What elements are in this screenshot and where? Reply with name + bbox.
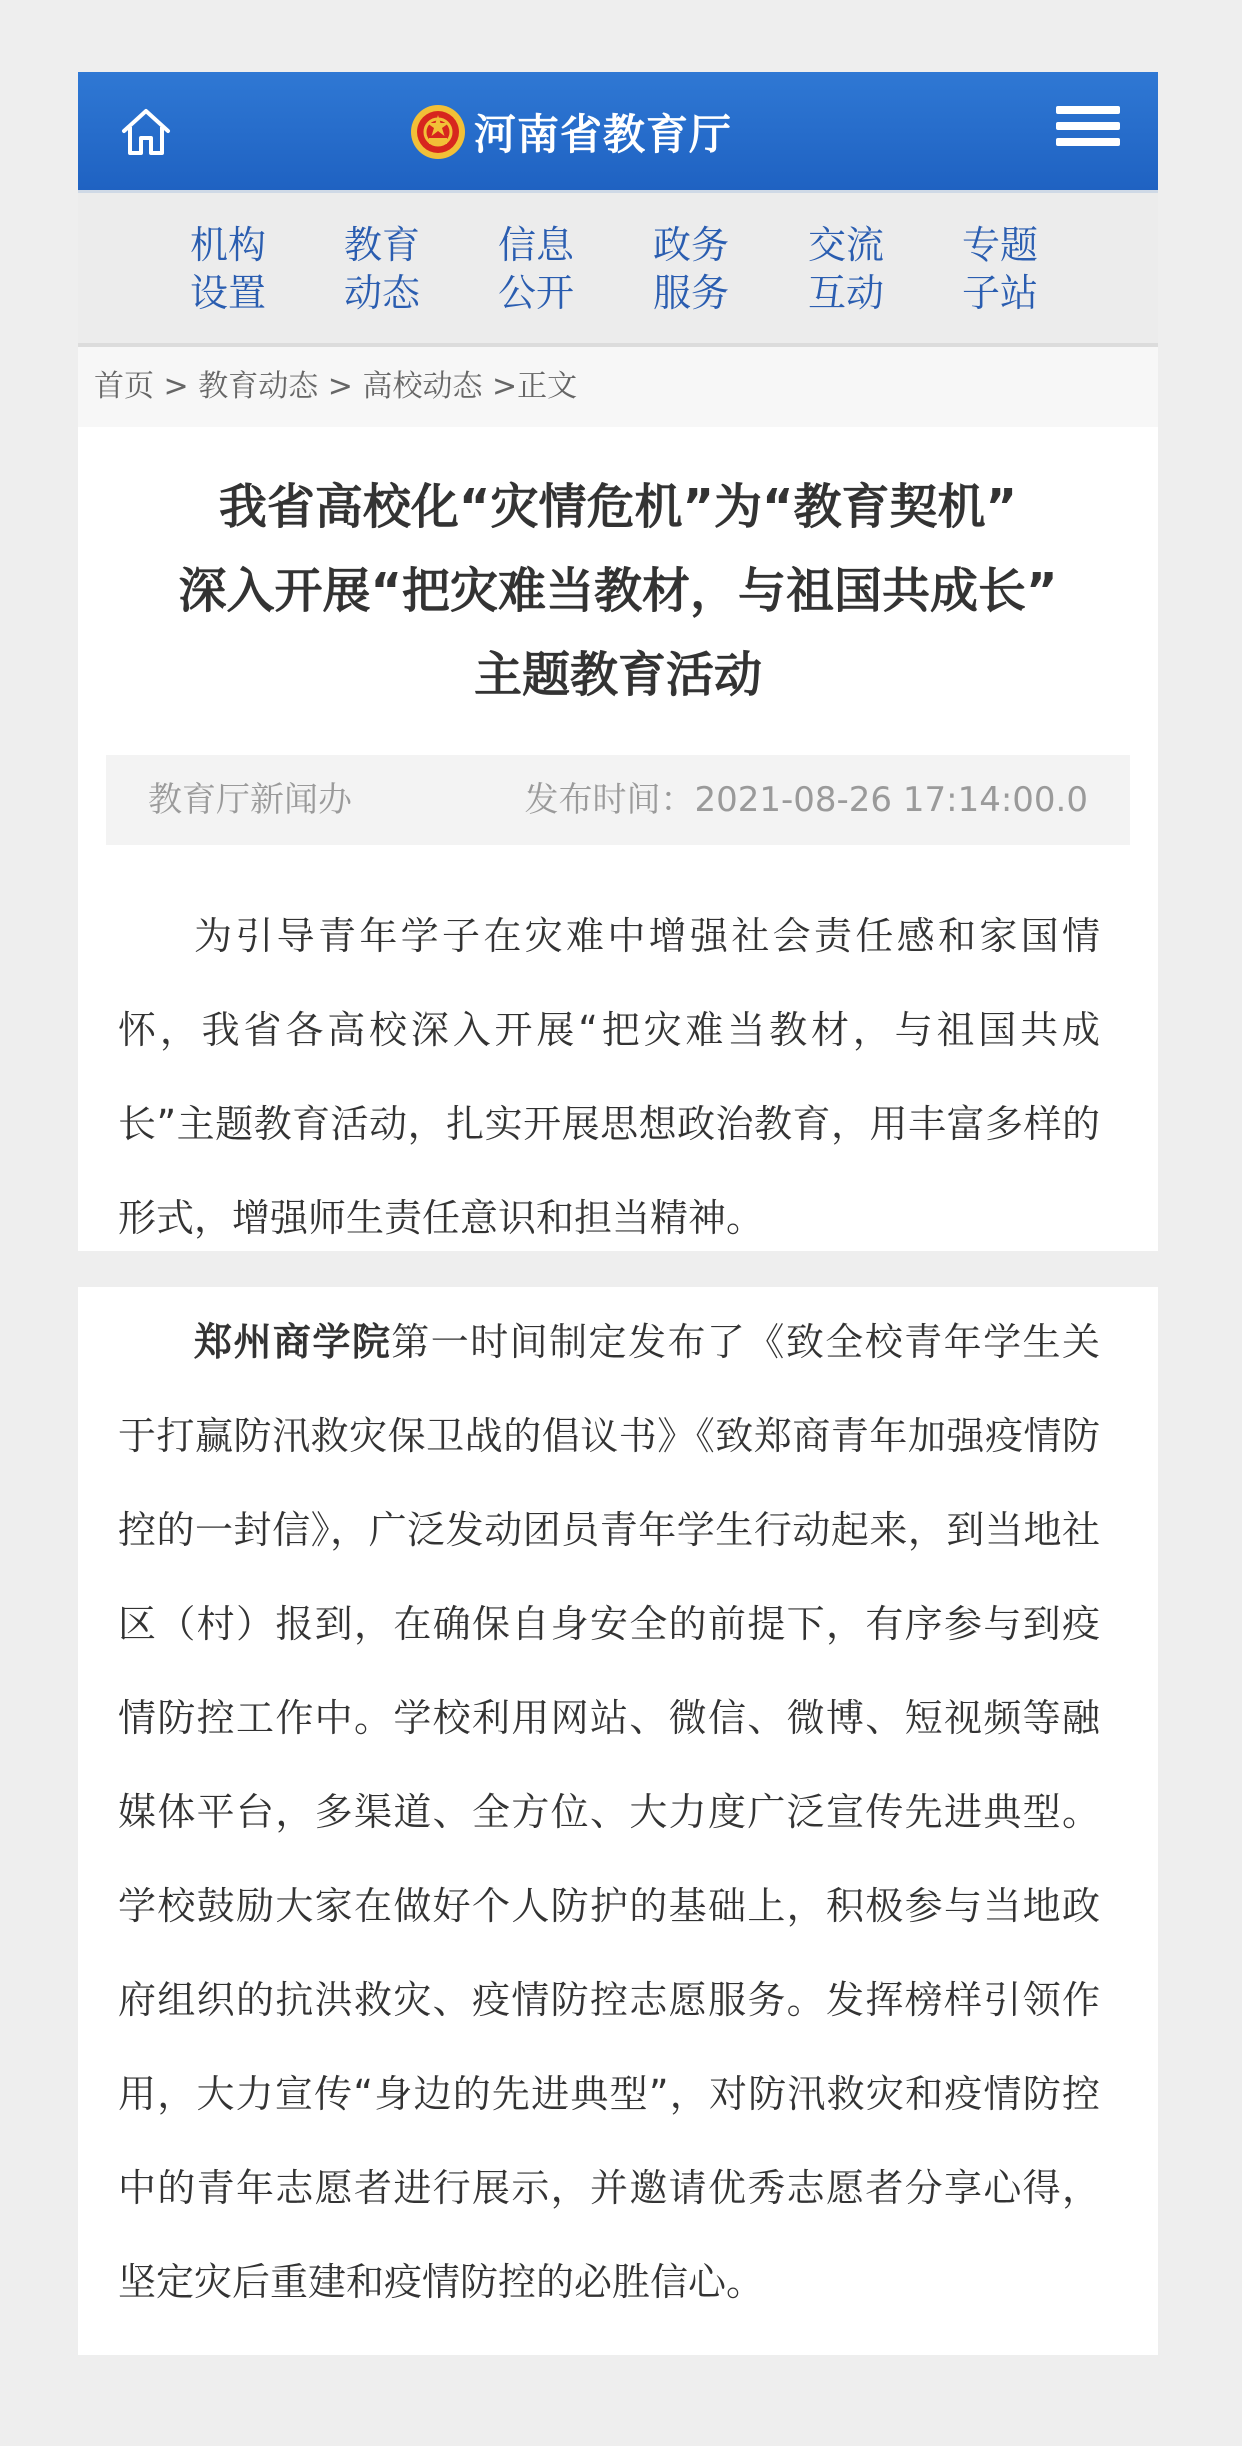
article-source: 教育厅新闻办 — [148, 780, 352, 820]
breadcrumb-home[interactable]: 首页 — [94, 369, 154, 404]
nav-item-education-news[interactable]: 教育 动态 — [344, 223, 421, 315]
highlighted-school-name: 郑州商学院 — [194, 1320, 392, 1364]
site-header — [78, 72, 1158, 190]
main-nav — [78, 190, 1158, 347]
page — [78, 72, 1158, 2355]
breadcrumb: 首页 > 教育动态 > 高校动态 >正文 — [78, 347, 1158, 427]
site-title: 河南省教育厅 — [474, 110, 733, 159]
site-brand[interactable] — [408, 96, 732, 168]
nav-item-special-sites[interactable]: 专题 子站 — [962, 223, 1039, 315]
breadcrumb-university-news[interactable]: 高校动态 — [362, 369, 483, 404]
article-publish-time: 发布时间：2021-08-26 17:14:00.0 — [524, 780, 1088, 820]
breadcrumb-current: 正文 — [517, 369, 578, 404]
article-title: 我省高校化“灾情危机”为“教育契机” 深入开展“把灾难当教材，与祖国共成长” 主题教育活动 — [178, 479, 1058, 703]
home-icon — [118, 104, 174, 160]
nav-item-interaction[interactable]: 交流 互动 — [808, 223, 885, 315]
home-button[interactable] — [118, 104, 174, 160]
article-meta — [106, 755, 1130, 845]
breadcrumb-education-news[interactable]: 教育动态 — [198, 369, 319, 404]
nav-item-info-disclosure[interactable]: 信息 公开 — [498, 223, 575, 315]
hamburger-menu-button[interactable] — [1056, 106, 1120, 154]
hamburger-menu-icon — [1056, 106, 1120, 114]
article-header — [78, 427, 1158, 845]
national-emblem-icon — [408, 102, 468, 162]
article-paragraph-2: 郑州商学院第一时间制定发布了《致全校青年学生关于打赢防汛救灾保卫战的倡议书》《致郑商青年加强疫情防控的一封信》，广泛发动团员青年学生行动起来，到当地社区（村）报到，在确保自身安全的前提下，有序参与到疫情防控工作中。学校利用网站、微信、微博、短视频等融媒体平台，多渠道、全方位、大力度广泛宣传先进典型。学校鼓励大家在做好个人防护的基础上，积极参与当地政府组织的抗洪救灾、疫情防控志愿服务。发挥榜样引领作用，大力宣传“身边的先进典型”，对防汛救灾和疫情防控中的青年志愿者进行展示，并邀请优秀志愿者分享心得，坚定灾后重建和疫情防控的必胜信心。 — [78, 1287, 1158, 2355]
nav-item-institution[interactable]: 机构 设置 — [190, 223, 267, 315]
nav-item-government-service[interactable]: 政务 服务 — [653, 223, 730, 315]
article-paragraph-1: 为引导青年学子在灾难中增强社会责任感和家国情怀，我省各高校深入开展“把灾难当教材，与祖国共成长”主题教育活动，扎实开展思想政治教育，用丰富多样的形式，增强师生责任意识和担当精神。 — [78, 845, 1158, 1251]
